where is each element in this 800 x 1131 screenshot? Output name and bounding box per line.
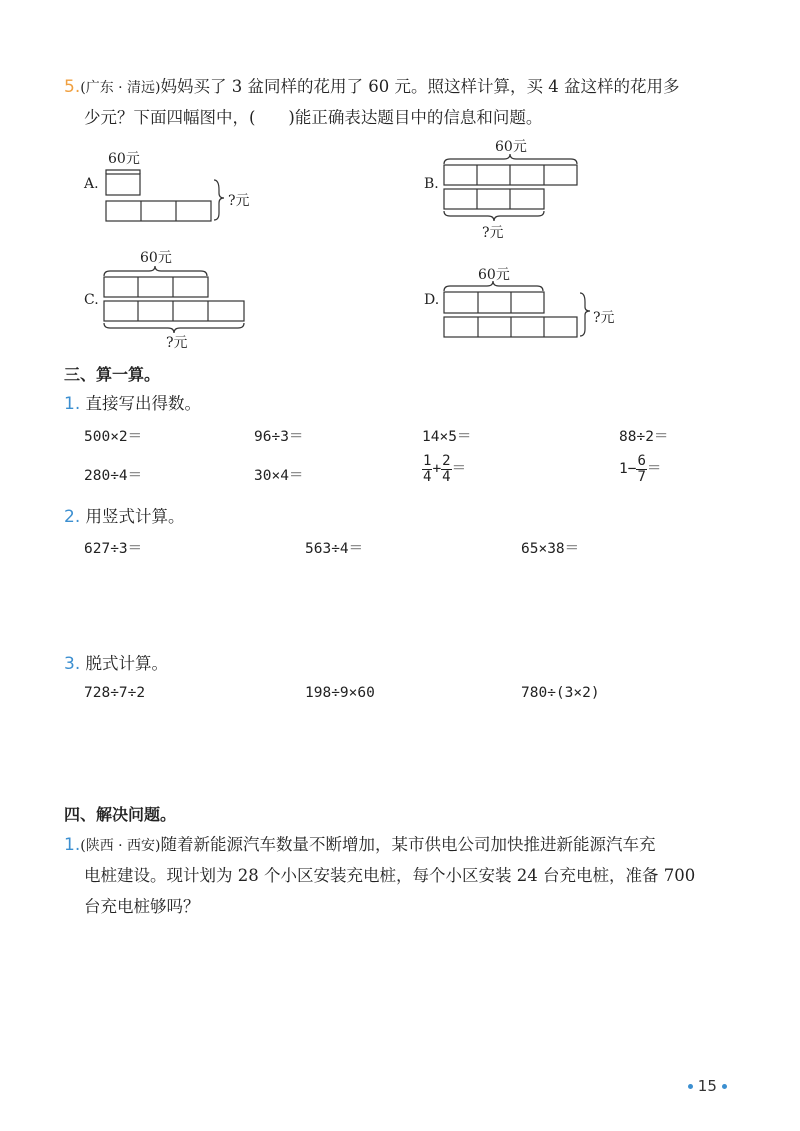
s3-p3-number: 3. [64, 654, 81, 674]
mental-calc-2: 96÷3＝ [254, 429, 304, 445]
frac-a-den2: 4 [442, 468, 451, 485]
q5-line2: 少元？下面四幅图中，( )能正确表达题目中的信息和问题。 [84, 108, 543, 127]
s3-p1-heading [64, 393, 201, 415]
option-b-diagram [440, 150, 590, 230]
mental-calc-3: 14×5＝ [422, 429, 472, 445]
mental-calc-7 [422, 454, 466, 484]
option-c-label: C. [84, 292, 99, 308]
page-dot-right [722, 1084, 727, 1089]
section-3-title: 三、算一算。 [64, 365, 161, 384]
s4-p1-text-1: 随着新能源汽车数量不断增加，某市供电公司加快推进新能源汽车充 [160, 835, 656, 854]
frac-a-eq: ＝ [451, 461, 467, 478]
frac-b-num: 6 [637, 453, 646, 469]
stepwise-calc-2: 198÷9×60 [305, 685, 375, 701]
option-a-top-label: 60元 [108, 151, 140, 167]
q5-line1 [64, 76, 679, 99]
s4-p1-line3: 台充电桩够吗？ [84, 897, 200, 916]
option-c-diagram [100, 262, 250, 342]
s4-p1-line2: 电桩建设。现计划为 28 个小区安装充电桩，每个小区安装 24 台充电桩，准备 700 [84, 866, 696, 885]
option-d-label: D. [424, 292, 440, 308]
option-b-bottom-label: ?元 [482, 225, 504, 241]
s3-p2-heading [64, 506, 184, 528]
q5-number: 5. [64, 77, 81, 97]
option-d-top-label: 60元 [478, 267, 510, 283]
option-a-side-label: ?元 [228, 193, 250, 209]
page-number-text: 15 [697, 1077, 717, 1095]
page-dot-left [688, 1084, 693, 1089]
s3-p2-title: 用竖式计算。 [85, 507, 185, 526]
s3-p1-number: 1. [64, 394, 81, 414]
option-a-diagram [100, 160, 230, 230]
mental-calc-4: 88÷2＝ [619, 429, 669, 445]
option-c-bottom-label: ?元 [166, 335, 188, 351]
mental-calc-8 [619, 454, 661, 484]
mental-calc-5: 280÷4＝ [84, 468, 143, 484]
s3-p2-number: 2. [64, 507, 81, 527]
fraction-two-quarters [441, 454, 451, 484]
mental-calc-6: 30×4＝ [254, 468, 304, 484]
frac-a-num1: 1 [423, 453, 432, 469]
s4-p1-source: (陕西 · 西安) [80, 838, 161, 854]
option-a-label: A. [84, 176, 99, 192]
frac-b-den: 7 [637, 468, 646, 485]
vertical-calc-2: 563÷4＝ [305, 541, 364, 557]
fraction-six-sevenths [636, 454, 646, 484]
frac-b-eq: ＝ [646, 461, 662, 478]
option-b-label: B. [424, 176, 439, 192]
option-d-diagram [440, 277, 600, 347]
s3-p3-heading [64, 653, 168, 675]
frac-a-num2: 2 [442, 453, 451, 469]
s3-p3-title: 脱式计算。 [85, 654, 168, 673]
vertical-calc-3: 65×38＝ [521, 541, 580, 557]
option-b-top-label: 60元 [495, 139, 527, 155]
stepwise-calc-1: 728÷7÷2 [84, 685, 146, 701]
frac-a-op: + [432, 461, 442, 478]
section-4-title: 四、解决问题。 [64, 805, 177, 824]
fraction-one-quarter [422, 454, 432, 484]
s3-p1-title: 直接写出得数。 [85, 394, 201, 413]
option-d-side-label: ?元 [593, 310, 615, 326]
vertical-calc-1: 627÷3＝ [84, 541, 143, 557]
option-c-top-label: 60元 [140, 250, 172, 266]
mental-calc-1: 500×2＝ [84, 429, 143, 445]
frac-b-lead: 1− [619, 461, 637, 478]
frac-a-den1: 4 [423, 468, 432, 485]
stepwise-calc-3: 780÷(3×2) [521, 685, 600, 701]
s4-p1-number: 1. [64, 835, 81, 855]
page-number [688, 1077, 727, 1095]
q5-text-1: 妈妈买了 3 盆同样的花用了 60 元。照这样计算，买 4 盆这样的花用多 [160, 77, 680, 96]
q5-source: (广东 · 清远) [80, 80, 161, 96]
s4-p1-line1 [64, 834, 656, 857]
